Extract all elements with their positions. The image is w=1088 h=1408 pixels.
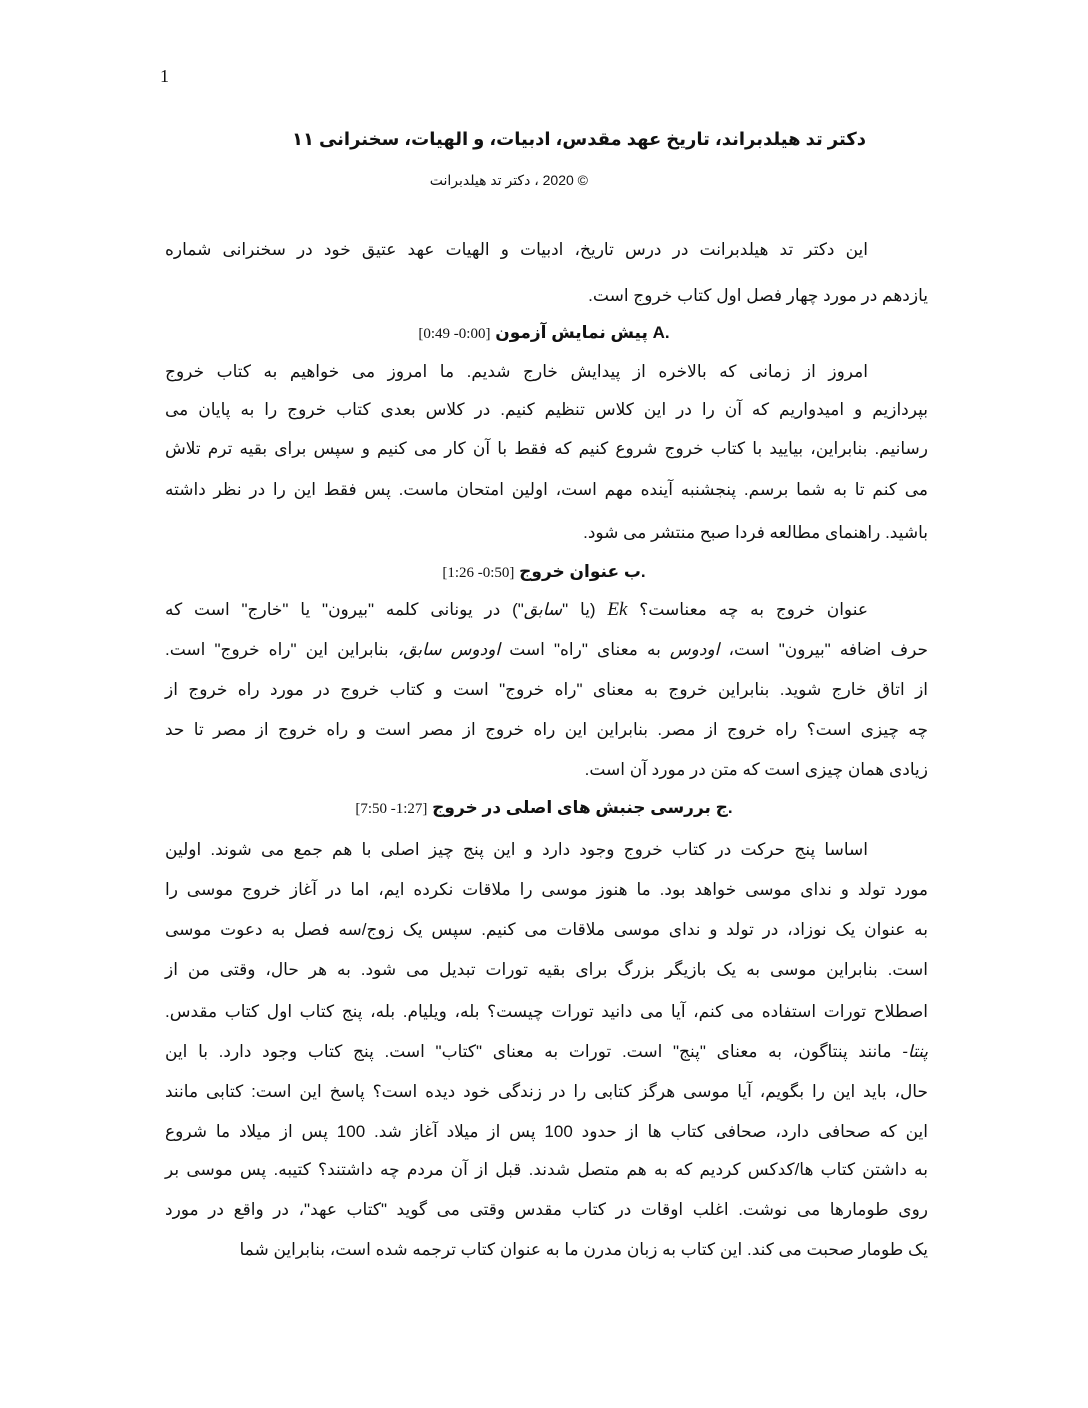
text-run: اصطلاح تورات استفاده می کنم، آیا می دانید تورات چیست؟ بله، ویلیام. بله، پنج کتاب اول کتاب مقدس. <box>165 1002 928 1021</box>
section-heading <box>0 321 1088 346</box>
section-timestamp: [1:26 -0:50] <box>442 565 515 581</box>
section-letter: ب. <box>623 562 646 581</box>
text-run: از اتاق خارج شوید. بنابراین خروج به معنای "راه خروج" است و کتاب خروج در مورد راه خروج از <box>165 680 928 699</box>
text-line <box>165 1000 928 1024</box>
text-run: چه چیزی است؟ راه خروج از مصر. بنابراین این راه خروج از مصر است و راه خروج از مصر تا حد <box>165 720 928 739</box>
text-run: مانند پنتاگون، به معنای "پنج" است. تورات به معنای "کتاب" است. پنج کتاب وجود دارد. با این <box>165 1042 903 1061</box>
text-line <box>165 1198 928 1222</box>
text-run: (یا " <box>562 600 608 619</box>
text-line <box>165 678 928 702</box>
document-title: دکتر تد هیلدبراند، تاریخ عهد مقدس، ادبیات، و الهیات، سخنرانی ۱۱ <box>291 129 866 149</box>
emphasized-text: پنتا- <box>902 1042 928 1061</box>
text-run: است. بنابراین موسی به یک بازیگر بزرگ برای بقیه تورات تبدیل می شود. به هر حال، وقتی من از <box>165 960 928 979</box>
text-line <box>165 284 928 308</box>
text-run: روی طومارها می نوشت. اغلب اوقات در کتاب مقدس وقتی می گوید "کتاب عهد"، در واقع در مورد <box>165 1200 928 1219</box>
text-run: باشید. راهنمای مطالعه فردا صبح منتشر می شود. <box>583 523 928 542</box>
emphasized-text: اودوس <box>669 640 720 659</box>
text-run: یک طومار صحبت می کند. این کتاب به زبان مدرن ما به عنوان کتاب ترجمه شده است، بنابراین شما <box>239 1240 928 1259</box>
text-run: به داشتن کتاب ها/کدکس کردیم که به هم متصل شدند. قبل از آن مردم چه داشتند؟ کتیبه. پس موسی بر <box>165 1160 928 1179</box>
section-letter: A. <box>652 323 670 342</box>
copyright-line: © 2020 ، دکتر تد هیلدبرانت <box>429 172 588 188</box>
text-line <box>165 360 868 384</box>
text-line <box>165 598 868 622</box>
text-run: حرف اضافه "بیرون" است، <box>719 640 928 659</box>
text-run: حال، باید این را بگویم، آیا موسی هرگز کتابی را در زندگی خود دیده است؟ پاسخ این است: کتابی مانند <box>165 1082 928 1101</box>
text-line <box>165 1080 928 1104</box>
text-line <box>165 437 928 461</box>
text-line <box>165 718 928 742</box>
text-line <box>165 238 868 262</box>
text-run: زیادی همان چیزی است که متن در مورد آن است. <box>584 760 928 779</box>
text-run: این که صحافی دارد، صحافی کتاب ها از حدود 100 پس از میلاد آغاز شد. 100 پس از میلاد ما شروع <box>165 1122 928 1141</box>
text-line <box>165 758 928 782</box>
text-line <box>165 1238 928 1262</box>
emphasized-text: اودوس سابق، <box>397 640 501 659</box>
text-line <box>165 521 928 545</box>
text-line <box>165 878 928 902</box>
text-run: به عنوان یک نوزاد، در تولد و ندای موسی ملاقات می کنیم. سپس یک زوج/سه فصل به دعوت موسی <box>165 920 928 939</box>
text-run: امروز از زمانی که بالاخره از پیدایش خارج شدیم. ما امروز می خواهیم به کتاب خروج <box>165 362 868 381</box>
section-title: پیش نمایش آزمون <box>490 323 653 342</box>
text-line <box>165 638 928 662</box>
section-letter: ج. <box>715 798 733 817</box>
page-number: 1 <box>160 66 169 86</box>
emphasized-text: سابق <box>523 600 563 619</box>
text-line <box>165 1158 928 1182</box>
text-line <box>165 1040 928 1064</box>
text-run: ") در یونانی کلمه "بیرون" یا "خارج" است که <box>165 600 524 619</box>
text-run: بپردازیم و امیدواریم که آن را در این کلاس تنظیم کنیم. در کلاس بعدی کتاب خروج را به پایان می <box>165 400 928 419</box>
text-run: مورد تولد و ندای موسی خواهد بود. ما هنوز موسی را ملاقات نکرده ایم، اما در آغاز خروج موسی را <box>165 880 928 899</box>
text-run: رسانیم. بنابراین، بیایید با کتاب خروج شروع کنیم که فقط با آن کار می کنیم و سپس برای بقیه ترم تلاش <box>165 439 928 458</box>
section-timestamp: [7:50 -1:27] <box>355 801 428 817</box>
section-heading <box>0 560 1088 585</box>
section-heading <box>0 796 1088 821</box>
text-line <box>165 1120 928 1144</box>
emphasized-text: Ek <box>607 599 628 620</box>
text-run: می کنم تا به شما برسم. پنجشنبه آینده مهم است، اولین امتحان ماست. پس فقط این را در نظر داشته <box>165 480 928 499</box>
text-line <box>165 478 928 502</box>
text-run: عنوان خروج به چه معناست؟ <box>627 600 868 619</box>
text-run: اساسا پنج حرکت در کتاب خروج وجود دارد و این پنج چیز اصلی با هم جمع می شوند. اولین <box>165 840 868 859</box>
text-run: به معنای "راه" است <box>500 640 670 659</box>
text-line <box>165 958 928 982</box>
text-line <box>165 918 928 942</box>
text-run: بنابراین این "راه خروج" است. <box>165 640 398 659</box>
text-line <box>165 398 928 422</box>
section-title: عنوان خروج <box>514 562 624 581</box>
text-line <box>165 838 868 862</box>
text-run: یازدهم در مورد چهار فصل اول کتاب خروج است. <box>588 286 928 305</box>
section-title: بررسی جنبش های اصلی در خروج <box>427 798 716 817</box>
section-timestamp: [0:49 -0:00] <box>418 326 491 342</box>
text-run: این دکتر تد هیلدبرانت در درس تاریخ، ادبیات و الهیات عهد عتیق خود در سخنرانی شماره <box>165 240 868 259</box>
